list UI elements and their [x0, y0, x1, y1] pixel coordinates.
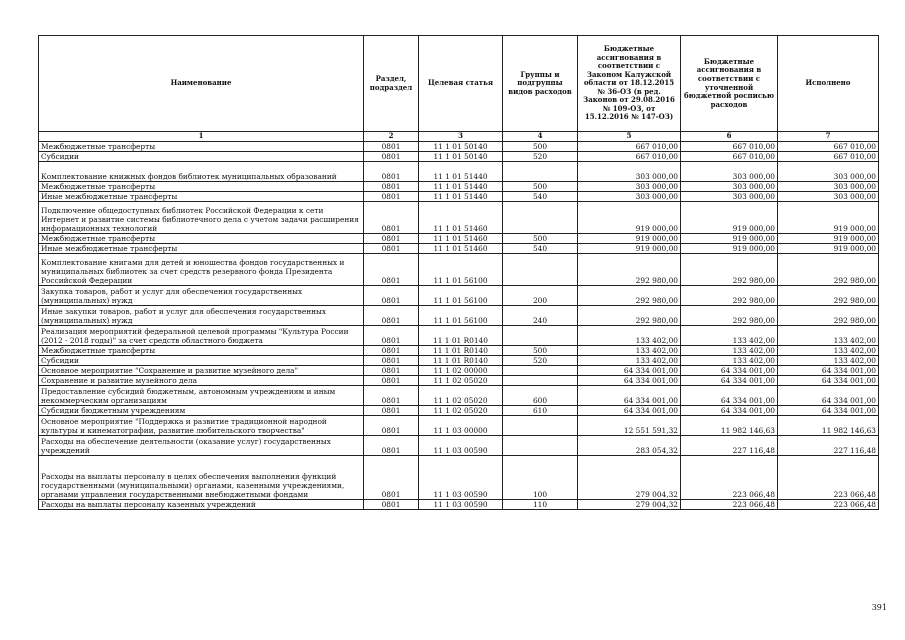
cell-executed: 919 000,00	[778, 233, 879, 243]
cell-target-item: 11 1 02 05020	[419, 385, 503, 405]
table-row	[39, 161, 879, 181]
cell-executed: 223 066,48	[778, 455, 879, 499]
cell-law-allocation: 667 010,00	[578, 151, 681, 161]
cell-executed: 64 334 001,00	[778, 365, 879, 375]
cell-name: Иные межбюджетные трансферты	[39, 243, 364, 253]
cell-section: 0801	[364, 285, 419, 305]
cell-section: 0801	[364, 191, 419, 201]
cell-name: Подключение общедоступных библиотек Российской Федерации к сети Интернет и развитие системы библиотечного дела с учетом задачи расширения информационных технологий	[39, 201, 364, 233]
table-row	[39, 141, 879, 151]
cell-target-item: 11 1 01 R0140	[419, 355, 503, 365]
cell-executed: 303 000,00	[778, 161, 879, 181]
table-row	[39, 305, 879, 325]
table-row	[39, 151, 879, 161]
cell-expense-type: 540	[503, 243, 578, 253]
cell-section: 0801	[364, 181, 419, 191]
table-row	[39, 253, 879, 285]
header-law-allocations: Бюджетные ассигнования в соответствии с Законом Калужской области от 18.12.2015 № 36-ОЗ (в ред. Законов от 29.08.2016 № 109-ОЗ, от 15.12.2016 № 147-ОЗ)	[578, 36, 681, 132]
cell-expense-type: 520	[503, 151, 578, 161]
cell-law-allocation: 133 402,00	[578, 345, 681, 355]
column-number: 6	[681, 132, 778, 142]
header-row	[39, 36, 879, 132]
cell-section: 0801	[364, 233, 419, 243]
column-number: 7	[778, 132, 879, 142]
cell-law-allocation: 292 980,00	[578, 285, 681, 305]
cell-law-allocation: 64 334 001,00	[578, 405, 681, 415]
cell-section: 0801	[364, 151, 419, 161]
budget-table	[38, 35, 879, 510]
table-row	[39, 233, 879, 243]
cell-section: 0801	[364, 455, 419, 499]
header-target-item: Целевая статья	[419, 36, 503, 132]
cell-name: Иные межбюджетные трансферты	[39, 191, 364, 201]
cell-target-item: 11 1 01 R0140	[419, 325, 503, 345]
cell-section: 0801	[364, 305, 419, 325]
cell-section: 0801	[364, 375, 419, 385]
cell-executed: 292 980,00	[778, 305, 879, 325]
cell-name: Основное мероприятие "Поддержка и развитие традиционной народной культуры и кинематографии, развитие любительского творчества"	[39, 415, 364, 435]
cell-name: Комплектование книжных фондов библиотек муниципальных образований	[39, 161, 364, 181]
page-number: 391	[871, 603, 887, 612]
cell-refined-allocation: 919 000,00	[681, 243, 778, 253]
cell-expense-type: 500	[503, 345, 578, 355]
column-number: 5	[578, 132, 681, 142]
header-refined-allocations: Бюджетные ассигнования в соответствии с уточненной бюджетной росписью расходов	[681, 36, 778, 132]
cell-refined-allocation: 667 010,00	[681, 151, 778, 161]
cell-law-allocation: 64 334 001,00	[578, 385, 681, 405]
cell-expense-type: 520	[503, 355, 578, 365]
cell-executed: 133 402,00	[778, 325, 879, 345]
cell-law-allocation: 12 551 591,32	[578, 415, 681, 435]
column-number: 2	[364, 132, 419, 142]
cell-refined-allocation: 64 334 001,00	[681, 385, 778, 405]
cell-section: 0801	[364, 385, 419, 405]
cell-expense-type	[503, 435, 578, 455]
cell-law-allocation: 303 000,00	[578, 181, 681, 191]
cell-refined-allocation: 303 000,00	[681, 181, 778, 191]
cell-law-allocation: 919 000,00	[578, 201, 681, 233]
cell-expense-type: 240	[503, 305, 578, 325]
cell-executed: 303 000,00	[778, 181, 879, 191]
cell-executed: 223 066,48	[778, 499, 879, 509]
cell-executed: 64 334 001,00	[778, 385, 879, 405]
cell-law-allocation: 64 334 001,00	[578, 375, 681, 385]
cell-executed: 133 402,00	[778, 355, 879, 365]
table-row	[39, 375, 879, 385]
cell-target-item: 11 1 01 51440	[419, 191, 503, 201]
cell-refined-allocation: 64 334 001,00	[681, 405, 778, 415]
cell-expense-type	[503, 325, 578, 345]
cell-name: Межбюджетные трансферты	[39, 181, 364, 191]
cell-executed: 133 402,00	[778, 345, 879, 355]
cell-refined-allocation: 64 334 001,00	[681, 365, 778, 375]
cell-law-allocation: 279 004,32	[578, 455, 681, 499]
cell-target-item: 11 1 03 00590	[419, 435, 503, 455]
cell-section: 0801	[364, 355, 419, 365]
cell-refined-allocation: 919 000,00	[681, 233, 778, 243]
cell-name: Расходы на выплаты персоналу в целях обеспечения выполнения функций государственными (муниципальными) органами, казенными учреждениями, органами управления государственными внебюджетными фондами	[39, 455, 364, 499]
cell-executed: 919 000,00	[778, 243, 879, 253]
cell-executed: 667 010,00	[778, 141, 879, 151]
cell-name: Основное мероприятие "Сохранение и развитие музейного дела"	[39, 365, 364, 375]
column-number-row	[39, 132, 879, 142]
cell-expense-type: 500	[503, 233, 578, 243]
table-row	[39, 201, 879, 233]
cell-name: Субсидии	[39, 355, 364, 365]
cell-target-item: 11 1 03 00590	[419, 499, 503, 509]
cell-name: Реализация мероприятий федеральной целевой программы "Культура России (2012 - 2018 годы)" за счет средств областного бюджета	[39, 325, 364, 345]
header-executed: Исполнено	[778, 36, 879, 132]
table-row	[39, 355, 879, 365]
cell-refined-allocation: 303 000,00	[681, 191, 778, 201]
cell-refined-allocation: 223 066,48	[681, 499, 778, 509]
table-row	[39, 285, 879, 305]
cell-section: 0801	[364, 435, 419, 455]
cell-expense-type: 540	[503, 191, 578, 201]
table-row	[39, 345, 879, 355]
cell-law-allocation: 133 402,00	[578, 355, 681, 365]
cell-executed: 227 116,48	[778, 435, 879, 455]
table-row	[39, 455, 879, 499]
cell-name: Межбюджетные трансферты	[39, 141, 364, 151]
cell-law-allocation: 303 000,00	[578, 161, 681, 181]
cell-target-item: 11 1 01 56100	[419, 253, 503, 285]
cell-law-allocation: 919 000,00	[578, 233, 681, 243]
cell-law-allocation: 292 980,00	[578, 305, 681, 325]
cell-expense-type	[503, 253, 578, 285]
cell-executed: 292 980,00	[778, 285, 879, 305]
cell-name: Межбюджетные трансферты	[39, 233, 364, 243]
cell-refined-allocation: 223 066,48	[681, 455, 778, 499]
cell-expense-type: 500	[503, 181, 578, 191]
cell-section: 0801	[364, 253, 419, 285]
cell-name: Расходы на выплаты персоналу казенных учреждений	[39, 499, 364, 509]
table-row	[39, 191, 879, 201]
cell-target-item: 11 1 02 05020	[419, 375, 503, 385]
table-row	[39, 415, 879, 435]
column-number: 1	[39, 132, 364, 142]
cell-target-item: 11 1 01 51440	[419, 161, 503, 181]
cell-expense-type	[503, 161, 578, 181]
cell-law-allocation: 292 980,00	[578, 253, 681, 285]
cell-law-allocation: 133 402,00	[578, 325, 681, 345]
cell-expense-type	[503, 365, 578, 375]
cell-target-item: 11 1 01 51460	[419, 243, 503, 253]
cell-expense-type: 110	[503, 499, 578, 509]
cell-expense-type	[503, 375, 578, 385]
column-number: 4	[503, 132, 578, 142]
cell-section: 0801	[364, 161, 419, 181]
cell-target-item: 11 1 01 51440	[419, 181, 503, 191]
cell-expense-type: 600	[503, 385, 578, 405]
cell-target-item: 11 1 01 50140	[419, 141, 503, 151]
cell-refined-allocation: 292 980,00	[681, 285, 778, 305]
cell-target-item: 11 1 01 56100	[419, 305, 503, 325]
cell-section: 0801	[364, 201, 419, 233]
cell-name: Субсидии	[39, 151, 364, 161]
cell-law-allocation: 279 004,32	[578, 499, 681, 509]
cell-section: 0801	[364, 325, 419, 345]
cell-refined-allocation: 133 402,00	[681, 345, 778, 355]
cell-target-item: 11 1 01 R0140	[419, 345, 503, 355]
cell-expense-type: 610	[503, 405, 578, 415]
cell-executed: 919 000,00	[778, 201, 879, 233]
cell-law-allocation: 283 054,32	[578, 435, 681, 455]
cell-refined-allocation: 133 402,00	[681, 355, 778, 365]
cell-refined-allocation: 667 010,00	[681, 141, 778, 151]
cell-refined-allocation: 64 334 001,00	[681, 375, 778, 385]
cell-section: 0801	[364, 141, 419, 151]
cell-section: 0801	[364, 405, 419, 415]
table-body	[39, 141, 879, 509]
cell-executed: 667 010,00	[778, 151, 879, 161]
header-section: Раздел, подраздел	[364, 36, 419, 132]
cell-executed: 11 982 146,63	[778, 415, 879, 435]
table-row	[39, 325, 879, 345]
cell-expense-type	[503, 201, 578, 233]
cell-section: 0801	[364, 243, 419, 253]
cell-name: Расходы на обеспечение деятельности (оказание услуг) государственных учреждений	[39, 435, 364, 455]
cell-refined-allocation: 292 980,00	[681, 305, 778, 325]
cell-section: 0801	[364, 499, 419, 509]
cell-target-item: 11 1 03 00590	[419, 455, 503, 499]
cell-expense-type: 200	[503, 285, 578, 305]
cell-target-item: 11 1 01 50140	[419, 151, 503, 161]
table-row	[39, 181, 879, 191]
cell-name: Комплектование книгами для детей и юношества фондов государственных и муниципальных библиотек за счет средств резервного фонда Президента Российской Федерации	[39, 253, 364, 285]
table-row	[39, 435, 879, 455]
table-row	[39, 405, 879, 415]
cell-refined-allocation: 11 982 146,63	[681, 415, 778, 435]
cell-executed: 303 000,00	[778, 191, 879, 201]
cell-executed: 64 334 001,00	[778, 375, 879, 385]
cell-refined-allocation: 292 980,00	[681, 253, 778, 285]
cell-law-allocation: 303 000,00	[578, 191, 681, 201]
cell-section: 0801	[364, 345, 419, 355]
table-row	[39, 385, 879, 405]
cell-expense-type: 100	[503, 455, 578, 499]
cell-target-item: 11 1 01 51460	[419, 233, 503, 243]
cell-expense-type	[503, 415, 578, 435]
cell-name: Закупка товаров, работ и услуг для обеспечения государственных (муниципальных) нужд	[39, 285, 364, 305]
cell-target-item: 11 1 02 05020	[419, 405, 503, 415]
column-number: 3	[419, 132, 503, 142]
cell-target-item: 11 1 01 51460	[419, 201, 503, 233]
cell-section: 0801	[364, 415, 419, 435]
cell-name: Предоставление субсидий бюджетным, автономным учреждениям и иным некоммерческим организациям	[39, 385, 364, 405]
header-expense-type: Группы и подгруппы видов расходов	[503, 36, 578, 132]
cell-target-item: 11 1 02 00000	[419, 365, 503, 375]
table-row	[39, 243, 879, 253]
cell-name: Субсидии бюджетным учреждениям	[39, 405, 364, 415]
cell-refined-allocation: 133 402,00	[681, 325, 778, 345]
cell-name: Сохранение и развитие музейного дела	[39, 375, 364, 385]
cell-refined-allocation: 303 000,00	[681, 161, 778, 181]
cell-name: Межбюджетные трансферты	[39, 345, 364, 355]
cell-name: Иные закупки товаров, работ и услуг для обеспечения государственных (муниципальных) нужд	[39, 305, 364, 325]
cell-section: 0801	[364, 365, 419, 375]
cell-refined-allocation: 919 000,00	[681, 201, 778, 233]
table-row	[39, 365, 879, 375]
cell-executed: 292 980,00	[778, 253, 879, 285]
cell-law-allocation: 64 334 001,00	[578, 365, 681, 375]
header-name: Наименование	[39, 36, 364, 132]
cell-target-item: 11 1 01 56100	[419, 285, 503, 305]
cell-law-allocation: 919 000,00	[578, 243, 681, 253]
cell-expense-type: 500	[503, 141, 578, 151]
cell-law-allocation: 667 010,00	[578, 141, 681, 151]
cell-target-item: 11 1 03 00000	[419, 415, 503, 435]
cell-executed: 64 334 001,00	[778, 405, 879, 415]
table-row	[39, 499, 879, 509]
cell-refined-allocation: 227 116,48	[681, 435, 778, 455]
